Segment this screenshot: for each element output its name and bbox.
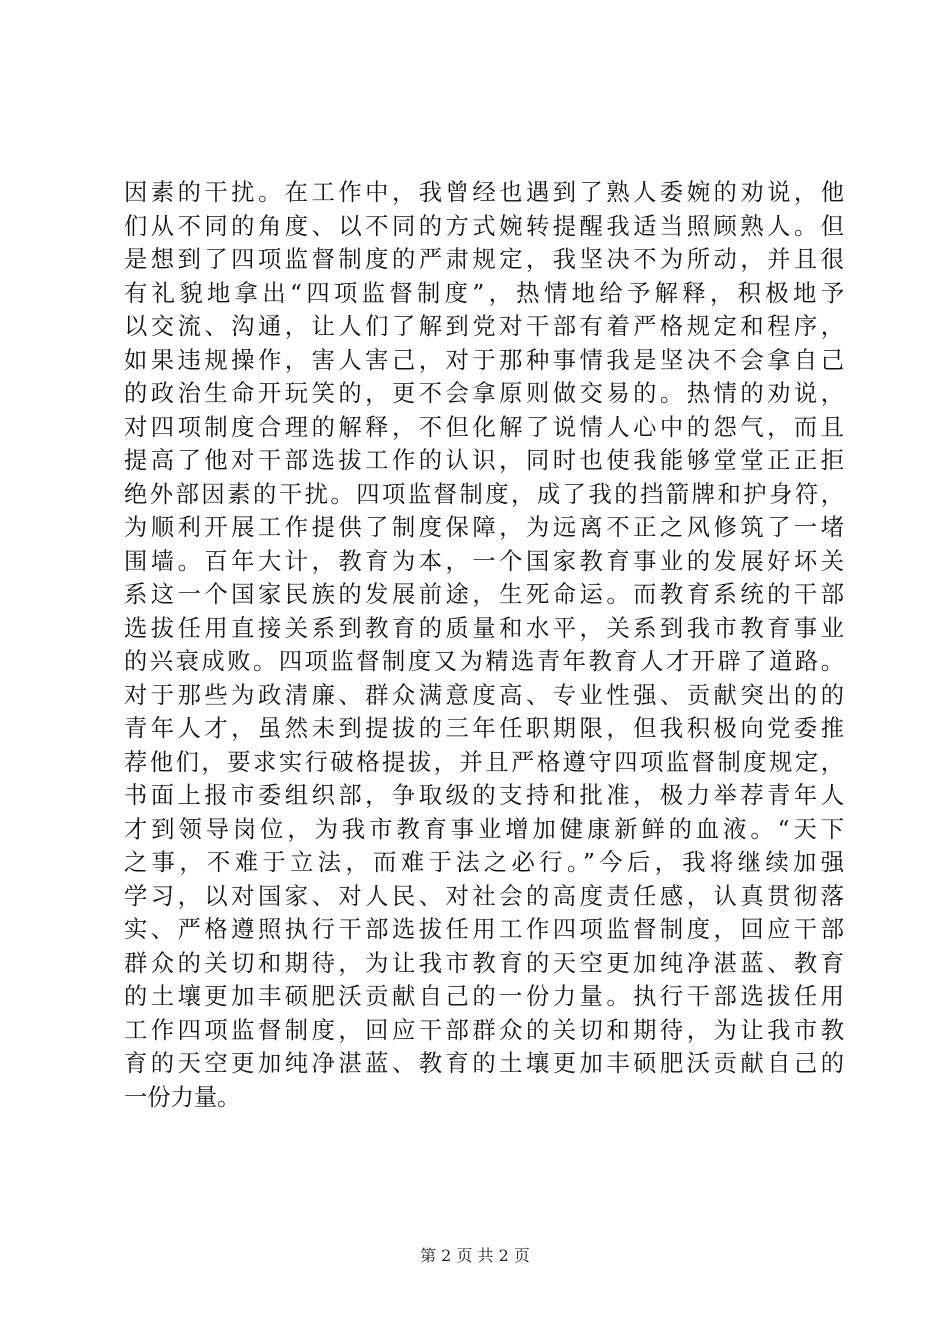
text-line: 系这一个国家民族的发展前途，生死命运。而教育系统的干部	[124, 581, 844, 608]
text-line: 为顺利开展工作提供了制度保障，为远离不正之风修筑了一堵	[124, 514, 844, 541]
text-line: 一份力量。	[124, 1083, 241, 1111]
text-line: 因素的干扰。在工作中，我曾经也遇到了熟人委婉的劝说，他	[124, 179, 844, 206]
text-line: 育的天空更加纯净湛蓝、教育的土壤更加丰硕肥沃贡献自己的	[124, 1050, 844, 1077]
text-line: 之事，不难于立法，而难于法之必行。”今后，我将继续加强	[124, 849, 844, 876]
text-line: 群众的关切和期待，为让我市教育的天空更加纯净湛蓝、教育	[124, 949, 844, 977]
text-line: 选拔任用直接关系到教育的质量和水平，关系到我市教育事业	[124, 614, 844, 642]
text-line: 如果违规操作，害人害己，对于那种事情我是坚决不会拿自己	[124, 346, 844, 374]
text-line: 们从不同的角度、以不同的方式婉转提醒我适当照顾熟人。但	[124, 212, 844, 240]
body-text	[124, 176, 844, 1114]
text-line: 有礼貌地拿出“四项监督制度”，热情地给予解释，积极地予	[124, 279, 844, 307]
text-line: 是想到了四项监督制度的严肃规定，我坚决不为所动，并且很	[124, 246, 844, 273]
text-line: 才到领导岗位，为我市教育事业增加健康新鲜的血液。“天下	[124, 815, 844, 843]
text-line: 对四项制度合理的解释，不但化解了说情人心中的怨气，而且	[124, 413, 844, 441]
text-line: 工作四项监督制度，回应干部群众的关切和期待，为让我市教	[124, 1016, 844, 1044]
text-line: 书面上报市委组织部，争取级的支持和批准，极力举荐青年人	[124, 782, 844, 809]
text-line: 绝外部因素的干扰。四项监督制度，成了我的挡箭牌和护身符，	[124, 480, 844, 508]
text-line: 实、严格遵照执行干部选拔任用工作四项监督制度，回应干部	[124, 916, 844, 943]
text-line: 以交流、沟通，让人们了解到党对干部有着严格规定和程序，	[124, 313, 844, 340]
text-line: 提高了他对干部选拔工作的认识，同时也使我能够堂堂正正拒	[124, 447, 844, 474]
text-line: 的政治生命开玩笑的，更不会拿原则做交易的。热情的劝说，	[124, 380, 844, 407]
text-line: 对于那些为政清廉、群众满意度高、专业性强、贡献突出的的	[124, 681, 844, 709]
text-line: 的土壤更加丰硕肥沃贡献自己的一份力量。执行干部选拔任用	[124, 983, 844, 1010]
text-line: 青年人才，虽然未到提拔的三年任职期限，但我积极向党委推	[124, 715, 844, 742]
text-line: 的兴衰成败。四项监督制度又为精选青年教育人才开辟了道路。	[124, 648, 844, 675]
text-line: 荐他们，要求实行破格提拔，并且严格遵守四项监督制度规定，	[124, 748, 844, 776]
page-number-footer: 第 2 页 共 2 页	[420, 1246, 530, 1265]
text-line: 学习，以对国家、对人民、对社会的高度责任感，认真贯彻落	[124, 882, 844, 910]
text-line: 围墙。百年大计，教育为本，一个国家教育事业的发展好坏关	[124, 547, 844, 575]
